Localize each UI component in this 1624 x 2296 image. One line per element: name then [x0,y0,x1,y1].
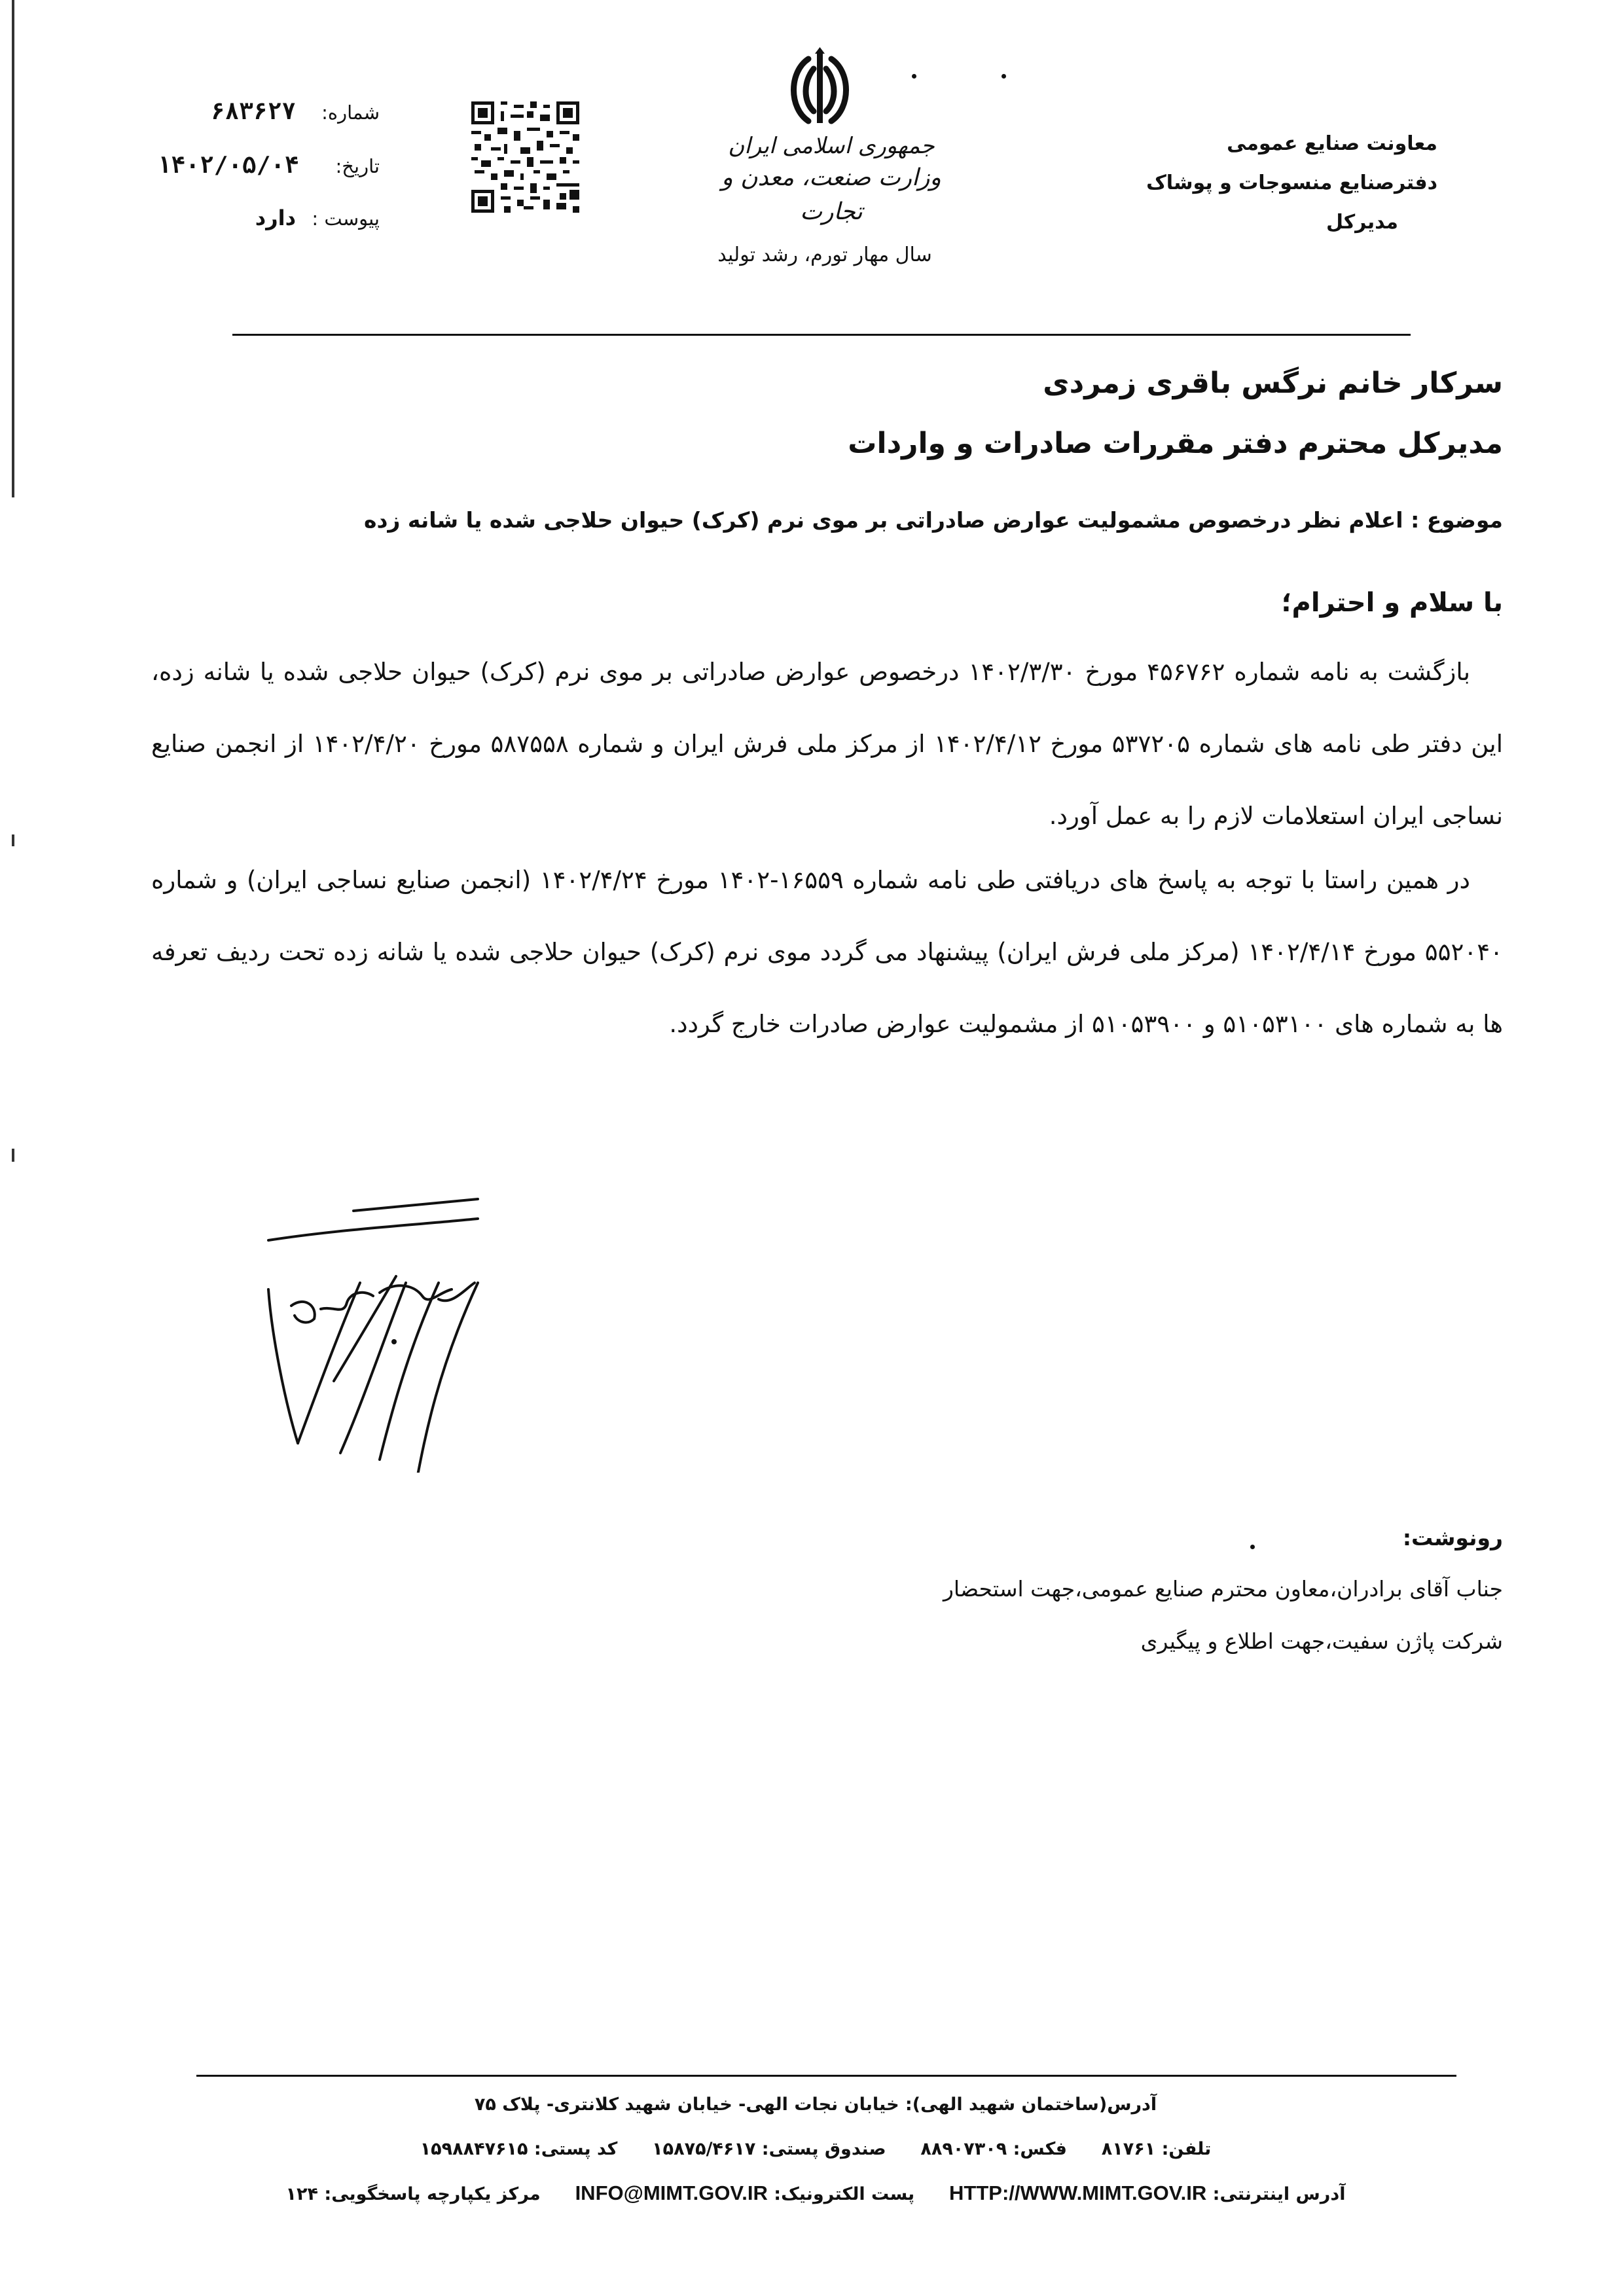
scan-dot [1250,1545,1255,1549]
email-link[interactable]: INFO@MIMT.GOV.IR [575,2181,768,2204]
number-row [157,98,380,152]
ministry-line-2: وزارت صنعت، معدن و تجارت [721,164,941,225]
fax-label: فکس: [1013,2139,1067,2159]
pobox-value: ۱۵۸۷۵/۴۶۱۷ [652,2139,756,2159]
footer-contact [194,2139,1437,2159]
response-center-label: مرکز یکپارچه پاسخگویی: [324,2184,541,2204]
handwritten-signature [242,1185,504,1473]
ministry-line-1: جمهوری اسلامی ایران [728,133,935,159]
phone-value: ۸۱۷۶۱ [1101,2139,1156,2159]
header-divider [232,334,1411,336]
footer-address: آدرس(ساختمان شهید الهی): خیابان نجات الهی- خیابان شهید کلانتری- پلاک ۷۵ [474,2094,1157,2115]
web-label: آدرس اینترنتی: [1212,2184,1346,2204]
scan-edge-mark [12,834,14,846]
department-line-3: مدیرکل [1326,211,1398,234]
recipient-name: سرکار خانم نرگس باقری زمردی [1043,367,1503,400]
postal-code-value: ۱۵۹۸۸۴۷۶۱۵ [420,2139,528,2159]
cc-recipient-2: شرکت پاژن سفیت،جهت اطلاع و پیگیری [1140,1628,1503,1654]
attachment-row [157,206,380,259]
year-slogan: سال مهار تورم، رشد تولید [717,243,932,266]
email-label: پست الکترونیک: [774,2184,915,2204]
response-center-value: ۱۲۴ [285,2184,318,2204]
website-link[interactable]: HTTP://WWW.MIMT.GOV.IR [949,2181,1207,2204]
date-row [157,152,380,206]
footer-online [128,2181,1503,2205]
date-label: تاریخ: [335,155,380,177]
letter-meta [157,98,380,259]
scan-dot [1001,74,1006,79]
number-label: شماره: [321,101,380,124]
scan-dot [912,74,916,79]
recipient-title: مدیرکل محترم دفتر مقررات صادرات و واردات [848,427,1503,460]
pobox-label: صندوق پستی: [761,2139,886,2159]
department-line-1: معاونت صنایع عمومی [1227,132,1437,155]
body-paragraph-2: در همین راستا با توجه به پاسخ های دریافتی طی نامه شماره ۱۶۵۵۹-۱۴۰۲ مورخ ۱۴۰۲/۴/۲۴ (انجمن صنایع نساجی ایران) و شماره ۵۵۲۰۴۰ مورخ ۱۴۰۲/۴/۱۴ (مرکز ملی فرش ایران) پیشنهاد می گردد موی نرم (کرک) حیوان حلاجی شده یا شانه زده تحت ردیف تعرفه ها به شماره های ۵۱۰۵۳۱۰۰ و ۵۱۰۵۳۹۰۰ از مشمولیت عوارض صادرات خارج گردد. [151,866,1503,1038]
postal-code-label: کد پستی: [533,2139,618,2159]
department-line-2: دفترصنایع منسوجات و پوشاک [1146,171,1437,194]
department-block [1045,124,1437,242]
greeting: با سلام و احترام؛ [1281,588,1503,618]
cc-recipient-1: جناب آقای برادران،معاون محترم صنایع عمومی،جهت استحضار [943,1576,1503,1602]
phone-label: تلفن: [1161,2139,1212,2159]
cc-title: رونوشت: [1402,1525,1503,1551]
fax-value: ۸۸۹۰۷۳۰۹ [920,2139,1007,2159]
number-value: ۶۸۳۶۲۷ [210,98,296,125]
iran-emblem-icon [782,46,857,131]
footer-divider [196,2075,1456,2077]
scan-edge-mark [12,1149,14,1162]
attachment-value: دارد [255,206,296,230]
scan-edge-mark [12,0,14,497]
date-value: ۱۴۰۲/۰۵/۰۴ [157,152,299,179]
qr-code-icon [471,101,579,213]
ministry-name [707,131,956,229]
recipient-block [259,353,1503,474]
attachment-label: پیوست : [312,207,380,230]
subject-line: موضوع : اعلام نظر درخصوص مشمولیت عوارض صادراتی بر موی نرم (کرک) حیوان حلاجی شده یا شانه زده [363,507,1503,533]
body-paragraph-1: بازگشت به نامه شماره ۴۵۶۷۶۲ مورخ ۱۴۰۲/۳/۳۰ درخصوص عوارض صادراتی بر موی نرم (کرک) حیوان حلاجی شده یا شانه زده، این دفتر طی نامه های شماره ۵۳۷۲۰۵ مورخ ۱۴۰۲/۴/۱۲ از مرکز ملی فرش ایران و شماره ۵۸۷۵۵۸ مورخ ۱۴۰۲/۴/۲۰ از انجمن صنایع نساجی ایران استعلامات لازم را به عمل آورد. [151,658,1503,830]
